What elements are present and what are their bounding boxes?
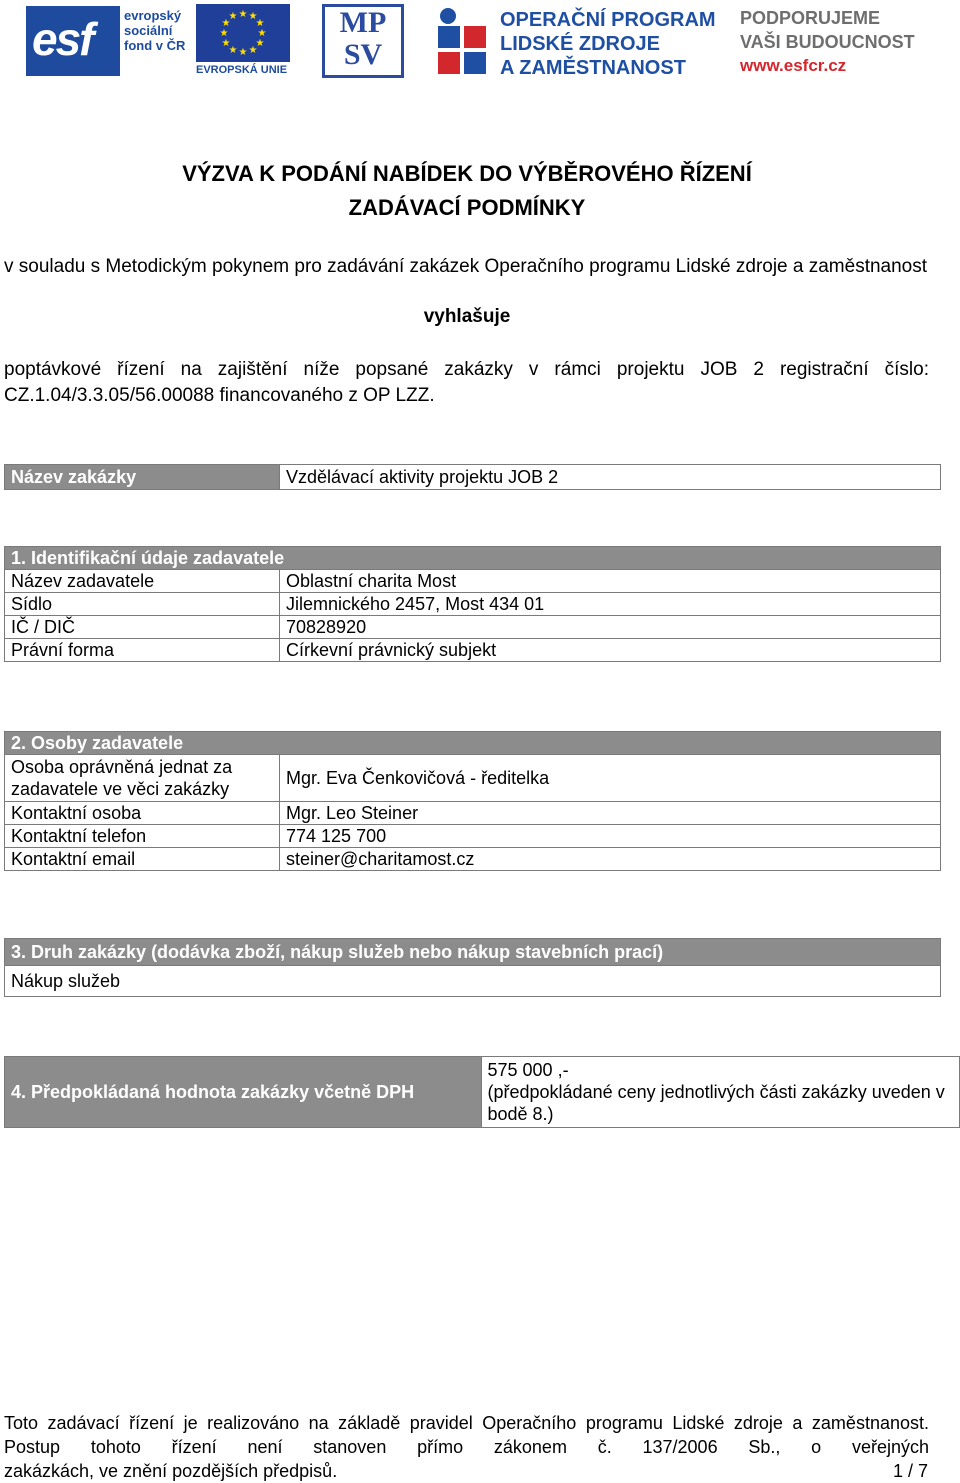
esf-logo-mark xyxy=(26,6,120,76)
table-row xyxy=(5,848,941,871)
row-value: 774 125 700 xyxy=(280,825,941,848)
mpsv-logo xyxy=(322,4,404,78)
section-2-header-row xyxy=(5,732,941,755)
row-label: Název zadavatele xyxy=(5,570,280,593)
section-4-table xyxy=(4,1056,960,1128)
row-label: Kontaktní osoba xyxy=(5,802,280,825)
section-2-table xyxy=(4,731,941,871)
svg-text:★: ★ xyxy=(228,11,238,22)
contract-name-table xyxy=(4,464,941,490)
page-number: 1 / 7 xyxy=(892,1461,928,1481)
op-line-3: A ZAMĚSTNANOST xyxy=(500,57,686,79)
section-2-header: 2. Osoby zadavatele xyxy=(5,732,941,755)
esf-logo-text xyxy=(124,8,185,53)
table-row xyxy=(5,825,941,848)
svg-text:★: ★ xyxy=(219,28,229,39)
row-value: Mgr. Eva Čenkovičová - ředitelka xyxy=(280,755,941,802)
section-3-value: Nákup služeb xyxy=(5,966,941,997)
row-value: Oblastní charita Most xyxy=(280,570,941,593)
svg-text:★: ★ xyxy=(255,18,265,29)
esf-logo-line-3: fond v ČR xyxy=(124,38,186,53)
mpsv-logo-line-1: MP xyxy=(339,6,387,39)
contract-name-value: Vzdělávací aktivity projektu JOB 2 xyxy=(280,465,941,490)
eu-flag-icon xyxy=(196,4,290,62)
document-title: VÝZVA K PODÁNÍ NABÍDEK DO VÝBĚROVÉHO ŘÍZENÍ xyxy=(182,161,752,186)
section-1-header-row xyxy=(5,547,941,570)
table-row xyxy=(5,966,941,997)
row-label: Osoba oprávněná jednat za zadavatele ve věci zakázky xyxy=(5,755,280,802)
esf-logo-line-1: evropský xyxy=(124,8,182,23)
section-4-value xyxy=(481,1057,960,1128)
op-lzz-text xyxy=(500,8,716,80)
row-value: Mgr. Leo Steiner xyxy=(280,802,941,825)
contact-email-value: steiner@charitamost.cz xyxy=(280,848,941,871)
section-4-amount: 575 000 ,- xyxy=(487,1060,569,1080)
section-1-header: 1. Identifikační údaje zadavatele xyxy=(5,547,941,570)
esf-logo-mark-text: esf xyxy=(32,13,93,65)
svg-text:★: ★ xyxy=(257,28,267,39)
description-paragraph: poptávkové řízení na zajištění níže popsané zakázky v rámci projektu JOB 2 registrační číslo: CZ.1.04/3.3.05/56.00088 financovaného z OP LZZ. xyxy=(4,359,929,406)
row-label: IČ / DIČ xyxy=(5,616,280,639)
eu-logo xyxy=(196,4,292,78)
announce-word: vyhlašuje xyxy=(423,306,511,327)
section-4-label: 4. Předpokládaná hodnota zakázky včetně DPH xyxy=(5,1057,482,1128)
support-logo xyxy=(740,6,940,80)
contract-name-row xyxy=(5,465,941,490)
svg-text:★: ★ xyxy=(248,45,258,56)
esf-logo-line-2: sociální xyxy=(124,23,173,38)
op-line-2: LIDSKÉ ZDROJE xyxy=(500,33,661,55)
document-subtitle: ZADÁVACÍ PODMÍNKY xyxy=(348,195,586,220)
svg-text:★: ★ xyxy=(228,45,238,56)
row-label: Sídlo xyxy=(5,593,280,616)
esf-logo xyxy=(26,4,191,78)
row-label: Kontaktní email xyxy=(5,848,280,871)
row-value: 70828920 xyxy=(280,616,941,639)
support-line-1: PODPORUJEME xyxy=(740,8,881,28)
mpsv-logo-line-2: SV xyxy=(343,38,383,71)
svg-text:★: ★ xyxy=(238,47,248,58)
contract-name-label: Název zakázky xyxy=(5,465,280,490)
svg-text:★: ★ xyxy=(221,38,231,49)
section-3-header-row xyxy=(5,939,941,966)
eu-caption: EVROPSKÁ UNIE xyxy=(196,64,288,76)
row-label: Kontaktní telefon xyxy=(5,825,280,848)
table-row xyxy=(5,802,941,825)
section-1-table xyxy=(4,546,941,662)
table-row xyxy=(5,639,941,662)
puzzle-figure-icon xyxy=(434,6,492,76)
table-row xyxy=(5,570,941,593)
support-url: www.esfcr.cz xyxy=(740,56,847,75)
table-row xyxy=(5,1057,960,1128)
footer-text-last-line: zakázkách, ve znění pozdějších předpisů. xyxy=(4,1461,338,1481)
footer-text: Toto zadávací řízení je realizováno na základě pravidel Operačního programu Lidské zdroje a zaměstnanost. Postup tohoto řízení není stanoven přímo zákonem č. 137/2006 Sb., o veřejných xyxy=(4,1413,929,1457)
op-lzz-logo xyxy=(434,4,724,78)
svg-text:★: ★ xyxy=(248,11,258,22)
row-value: Církevní právnický subjekt xyxy=(280,639,941,662)
table-row xyxy=(5,593,941,616)
row-value: Jilemnického 2457, Most 434 01 xyxy=(280,593,941,616)
support-line-2: VAŠI BUDOUCNOST xyxy=(740,32,915,52)
svg-text:★: ★ xyxy=(255,38,265,49)
svg-text:★: ★ xyxy=(221,18,231,29)
table-row xyxy=(5,755,941,802)
table-row xyxy=(5,616,941,639)
section-3-header: 3. Druh zakázky (dodávka zboží, nákup služeb nebo nákup stavebních prací) xyxy=(5,939,941,966)
section-3-table xyxy=(4,938,941,997)
intro-paragraph: v souladu s Metodickým pokynem pro zadávání zakázek Operačního programu Lidské zdroje a zaměstnanost xyxy=(4,256,928,277)
op-line-1: OPERAČNÍ PROGRAM xyxy=(500,9,716,31)
logo-strip xyxy=(0,0,960,82)
svg-text:★: ★ xyxy=(238,9,248,20)
section-4-note: (předpokládané ceny jednotlivých části zakázky uveden v bodě 8.) xyxy=(487,1082,945,1124)
row-label: Právní forma xyxy=(5,639,280,662)
